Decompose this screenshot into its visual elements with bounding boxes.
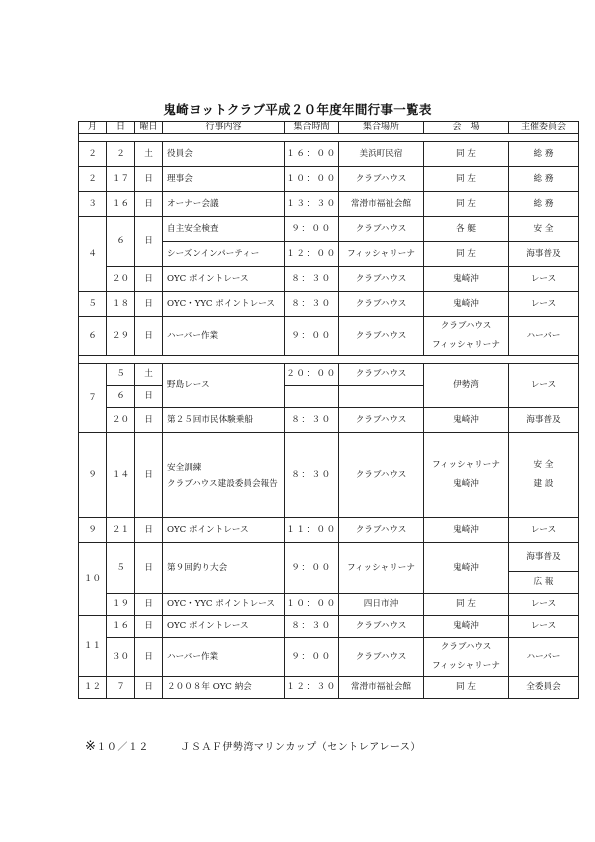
event-line: 安全訓練	[167, 462, 202, 473]
cell-committee: レース	[509, 292, 579, 317]
cell-time: １３：３０	[285, 192, 339, 217]
cell-day: ６	[107, 217, 135, 267]
cell-time: １１：００	[285, 518, 339, 543]
cell-committee: 総 務	[509, 167, 579, 192]
cell-weekday: 日	[135, 433, 163, 518]
cell-venue: 同 左	[424, 167, 509, 192]
cell-event: 第９回釣り大会	[163, 543, 285, 594]
cell-weekday: 日	[135, 616, 163, 638]
cell-venue: 鬼崎沖	[424, 518, 509, 543]
cell-day: ３０	[107, 638, 135, 677]
cell-month: １０	[79, 543, 107, 616]
table-row	[79, 594, 579, 616]
cell-month: ５	[79, 292, 107, 317]
cell-event: OYC ポイントレース	[163, 616, 285, 638]
cell-committee: 海事普及	[509, 408, 579, 433]
event-schedule-table	[78, 121, 579, 699]
cell-event: ハーバー作業	[163, 638, 285, 677]
cell-place: 四日市沖	[339, 594, 424, 616]
cell-venue: 鬼崎沖	[424, 292, 509, 317]
cell-place: クラブハウス	[339, 408, 424, 433]
cell-venue: 各 艇	[424, 217, 509, 242]
cell-time: ８：３０	[285, 433, 339, 518]
footnote-text: １０／１２ ＪＳＡＦ伊勢湾マリンカップ（セントレアレース）	[96, 742, 421, 753]
cell-venue: 鬼崎沖	[424, 616, 509, 638]
cell-day: ２	[107, 142, 135, 167]
cell-time: ９：００	[285, 543, 339, 594]
cell-event: 理事会	[163, 167, 285, 192]
cell-event: 役員会	[163, 142, 285, 167]
cell-time: ８：３０	[285, 616, 339, 638]
venue-line: フィッシャリーナ	[432, 460, 500, 471]
cell-time: ８：３０	[285, 408, 339, 433]
cell-month: ２	[79, 167, 107, 192]
venue-line: クラブハウス	[440, 321, 492, 332]
cell-weekday: 日	[135, 317, 163, 356]
cell-day: １６	[107, 192, 135, 217]
cell-day: ７	[107, 676, 135, 698]
cell-place: 常滑市福祉会館	[339, 192, 424, 217]
cell-day: １４	[107, 433, 135, 518]
cell-time: １２：００	[285, 242, 339, 267]
cell-committee: 総 務	[509, 192, 579, 217]
cell-month: １２	[79, 676, 107, 698]
cell-time: １０：００	[285, 167, 339, 192]
cell-place	[339, 386, 424, 408]
table-row	[79, 638, 579, 677]
cell-weekday: 日	[135, 594, 163, 616]
cell-place: フィッシャリーナ	[339, 242, 424, 267]
cell-place: クラブハウス	[339, 267, 424, 292]
committee-line: 建 設	[533, 479, 554, 490]
header-weekday: 曜日	[135, 122, 163, 134]
cell-place: クラブハウス	[339, 167, 424, 192]
cell-time	[285, 386, 339, 408]
cell-time: １２：３０	[285, 676, 339, 698]
table-header-row	[79, 122, 579, 134]
header-committee: 主催委員会	[509, 122, 579, 134]
header-time: 集合時間	[285, 122, 339, 134]
cell-weekday: 土	[135, 142, 163, 167]
cell-committee: 総 務	[509, 142, 579, 167]
table-row	[79, 217, 579, 242]
cell-weekday: 土	[135, 364, 163, 386]
cell-time: ８：３０	[285, 267, 339, 292]
cell-venue	[424, 638, 509, 677]
cell-day: ５	[107, 543, 135, 594]
cell-venue: 鬼崎沖	[424, 543, 509, 594]
cell-day: １８	[107, 292, 135, 317]
cell-day: ６	[107, 386, 135, 408]
cell-event: ２００８年 OYC 納会	[163, 676, 285, 698]
cell-day: ２０	[107, 408, 135, 433]
cell-place: 美浜町民宿	[339, 142, 424, 167]
table-row	[79, 676, 579, 698]
table-row	[79, 616, 579, 638]
venue-line: 鬼崎沖	[453, 479, 479, 490]
cell-day: １６	[107, 616, 135, 638]
cell-committee	[509, 433, 579, 518]
cell-place: クラブハウス	[339, 317, 424, 356]
cell-time: ９：００	[285, 638, 339, 677]
cell-venue: 鬼崎沖	[424, 267, 509, 292]
table-row	[79, 364, 579, 386]
cell-event: シーズンインパーティー	[163, 242, 285, 267]
cell-committee: レース	[509, 518, 579, 543]
cell-event: 自主安全検査	[163, 217, 285, 242]
header-month: 月	[79, 122, 107, 134]
table-row	[79, 192, 579, 217]
cell-committee: 安 全	[509, 217, 579, 242]
cell-time: １０：００	[285, 594, 339, 616]
table-row	[79, 543, 579, 572]
cell-event: オーナー会議	[163, 192, 285, 217]
cell-time: ９：００	[285, 217, 339, 242]
cell-event: OYC ポイントレース	[163, 518, 285, 543]
cell-weekday: 日	[135, 676, 163, 698]
cell-weekday: 日	[135, 192, 163, 217]
header-place: 集合場所	[339, 122, 424, 134]
table-row	[79, 518, 579, 543]
cell-day: １９	[107, 594, 135, 616]
cell-weekday: 日	[135, 267, 163, 292]
cell-event: 野島レース	[163, 364, 285, 408]
table-row	[79, 142, 579, 167]
cell-month: ９	[79, 433, 107, 518]
cell-place: クラブハウス	[339, 433, 424, 518]
cell-event: ハーバー作業	[163, 317, 285, 356]
venue-line: フィッシャリーナ	[432, 340, 500, 351]
table-row	[79, 167, 579, 192]
cell-day: ２１	[107, 518, 135, 543]
header-event: 行事内容	[163, 122, 285, 134]
cell-day: １７	[107, 167, 135, 192]
cell-weekday: 日	[135, 167, 163, 192]
cell-month: ７	[79, 364, 107, 433]
spacer-row	[79, 134, 579, 142]
cell-day: ２９	[107, 317, 135, 356]
cell-place: 常滑市福祉会館	[339, 676, 424, 698]
cell-venue: 同 左	[424, 676, 509, 698]
cell-committee: 海事普及	[509, 543, 579, 572]
cell-venue: 同 左	[424, 242, 509, 267]
table-row	[79, 292, 579, 317]
cell-committee: ハーバー	[509, 317, 579, 356]
table-row	[79, 317, 579, 356]
cell-weekday: 日	[135, 543, 163, 594]
cell-weekday: 日	[135, 638, 163, 677]
table-row	[79, 408, 579, 433]
cell-venue: 伊勢湾	[424, 364, 509, 408]
header-day: 日	[107, 122, 135, 134]
cell-venue: 同 左	[424, 192, 509, 217]
spacer-row	[79, 356, 579, 364]
event-line: クラブハウス建設委員会報告	[167, 478, 278, 489]
cell-venue: 同 左	[424, 594, 509, 616]
cell-place: クラブハウス	[339, 616, 424, 638]
cell-weekday: 日	[135, 386, 163, 408]
cell-weekday: 日	[135, 217, 163, 267]
cell-month: ４	[79, 217, 107, 292]
page-title: 鬼崎ヨットクラブ平成２０年度年間行事一覧表	[163, 102, 432, 117]
cell-venue	[424, 317, 509, 356]
cell-committee: 全委員会	[509, 676, 579, 698]
cell-committee: レース	[509, 267, 579, 292]
cell-place: クラブハウス	[339, 638, 424, 677]
cell-venue: 鬼崎沖	[424, 408, 509, 433]
cell-month: ２	[79, 142, 107, 167]
cell-weekday: 日	[135, 408, 163, 433]
cell-committee: レース	[509, 364, 579, 408]
cell-committee: ハーバー	[509, 638, 579, 677]
cell-place: クラブハウス	[339, 292, 424, 317]
cell-month: ９	[79, 518, 107, 543]
cell-event: OYC・YYC ポイントレース	[163, 594, 285, 616]
table-row	[79, 433, 579, 518]
cell-event: 第２５回市民体験乗船	[163, 408, 285, 433]
cell-weekday: 日	[135, 518, 163, 543]
cell-time: １６：００	[285, 142, 339, 167]
cell-venue: 同 左	[424, 142, 509, 167]
venue-line: クラブハウス	[440, 642, 492, 653]
cell-time: ２０：００	[285, 364, 339, 386]
cell-time: ８：３０	[285, 292, 339, 317]
cell-weekday: 日	[135, 292, 163, 317]
cell-event	[163, 433, 285, 518]
cell-committee: レース	[509, 616, 579, 638]
cell-event: OYC・YYC ポイントレース	[163, 292, 285, 317]
cell-day: ５	[107, 364, 135, 386]
cell-time: ９：００	[285, 317, 339, 356]
cell-month: ６	[79, 317, 107, 356]
cell-month: １１	[79, 616, 107, 677]
cell-committee: レース	[509, 594, 579, 616]
reference-mark: ※	[85, 739, 97, 754]
header-venue: 会 場	[424, 122, 509, 134]
cell-venue	[424, 433, 509, 518]
footnote	[85, 738, 421, 754]
cell-day: ２０	[107, 267, 135, 292]
cell-month: ３	[79, 192, 107, 217]
cell-committee: 広 報	[509, 572, 579, 594]
cell-place: クラブハウス	[339, 217, 424, 242]
venue-line: フィッシャリーナ	[432, 660, 500, 671]
table-row	[79, 267, 579, 292]
cell-committee: 海事普及	[509, 242, 579, 267]
cell-place: クラブハウス	[339, 364, 424, 386]
cell-place: フィッシャリーナ	[339, 543, 424, 594]
cell-place: クラブハウス	[339, 518, 424, 543]
cell-event: OYC ポイントレース	[163, 267, 285, 292]
committee-line: 安 全	[533, 460, 554, 471]
